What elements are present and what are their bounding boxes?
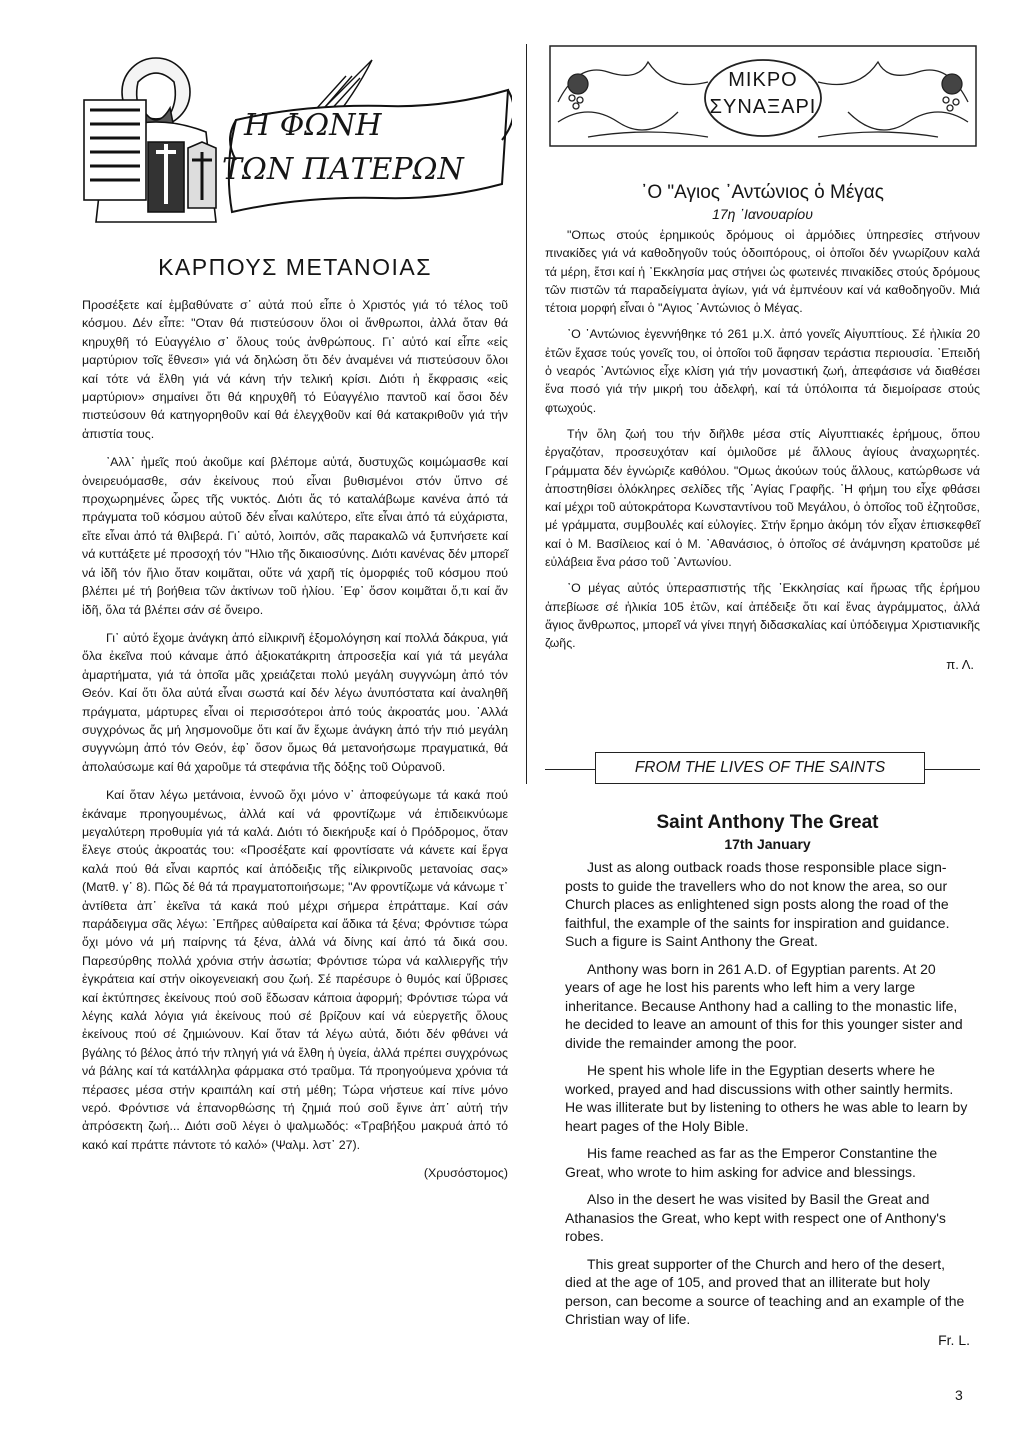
synaxari-header-banner (548, 42, 978, 150)
greek-signature: π. Λ. (946, 656, 974, 672)
synaxari-title-line1: ΜΙΚΡΟ (728, 69, 798, 91)
synaxari-body (545, 182, 980, 672)
english-paragraph: He spent his whole life in the Egyptian deserts where he worked, prayed and had discussions with other saintly hermits. He was illiterate but by listening to others he was able to learn by heart pages of the Holy Bible. (565, 1062, 968, 1134)
english-signature: Fr. L. (938, 1331, 970, 1348)
english-body (565, 812, 970, 1348)
article-paragraph: Καί ὅταν λέγω μετάνοια, ἐννοῶ ὄχι μόνο ν᾿ ἀποφεύγωμε τά κακά πού ἐκάναμε προηγουμένως, ἀλλά καί νά φροντίζωμε νά ἐπιδεικνύωμε μεγαλύτερη προθυμία γιά τά καλά. Διότι τό διεκήρυξε καί ὁ Πρόδρομος, ὅταν ἔλεγε στούς ἀκροατάς του: «Προσέξατε καί φροντίσατε νά κάνετε καί ἔργα καλά πού θά εἶναι καρπός καί ἀπόδειξις τῆς εἰλικρινοῦς μετανοίας σας» (Ματθ. γ᾿ 8). Πῶς δέ θά τά πραγματοποιήσωμε; "Αν φροντίζωμε νά κάνωμε τ᾿ ἀντίθετα ἀπ᾿ ἐκεῖνα τά κακά πού μέχρι σήμερα ἐπράτταμε. Καί σάν παράδειγμα σᾶς λέγω: ᾿Επῆρες αὐθαίρετα καί ἄδικα τά ξένα; Φρόντισε τώρα ὄχι μόνο νά μή παίρνης τά ξένα, ἀλλά νά δίνης καί ἀπό τά δικά σου. Παρεσύρθης πολλά χρόνια στήν ἀσωτία; Φρόντισε τώρα νά καλλιεργῆς τήν ἐγκράτεια καί στήν οἰκογενειακή σου ζωή. Σέ παρέσυρε ὁ θυμός καί ὕβρισες καί ἐκτύπησες ἐκείνους πού σοῦ ἔδωσαν κάποια ἀφορμή; Φρόντισε τώρα νά λέγης καλά λόγια γιά ἐκείνους πού σέ βρίζουν καί νά εὐεργετῆς ὅλους ἐκείνους πού σέ ζημιώνουν. Καί ὅταν τά λέγω αὐτά, διότι δέν φθάνει νά βγάλης τό βέλος ἀπό τήν πληγή γιά νά ἔλθη ἡ ὑγεία, ἀλλά πρέπει συγχρόνως νά βάλης καί τά κατάλληλα φάρμακα στό τραῦμα. Τά προηγούμενα χρόνια τά πέρασες μέσα στήν κραιπάλη καί στή μέθη; Τώρα νήστευε καί πίνε μόνο νερό. Φρόντισε νά ἐπανορθώσης τή ζημιά πού σοῦ ἔγινε ἀπ᾿ αὐτή τήν ἀπρόσεκτη ζωή... Διότι σοῦ λέγει ὁ ψαλμωδός: «Τραβήξου μακρυά ἀπό τό κακό καί πράττε πάντοτε τό καλό» (Ψαλμ. λστ᾿ 27). (82, 788, 508, 1152)
scroll-title-line2: ΤΩΝ ΠΑΤΕΡΩΝ (222, 152, 464, 187)
lives-of-saints-banner (545, 752, 980, 786)
english-paragraph: Just as along outback roads those responsible place sign-posts to guide the travellers who do not know the area, so our Church places as enlightened sign posts along the road of the faithful, the example of the saints for inspiration and guidance. Such a figure is Saint Anthony the Great. (565, 859, 950, 949)
saint-date-english: 17th January (724, 836, 811, 852)
english-paragraph: Also in the desert he was visited by Basil the Great and Athanasios the Great, who kept with respect one of Anthony's robes. (565, 1191, 946, 1244)
article-source: (Χρυσόστομος) (423, 1166, 508, 1181)
scroll-title-line1: Η ΦΩΝΗ (244, 108, 382, 143)
article-paragraph: Γι᾿ αὐτό ἔχομε ἀνάγκη ἀπό εἰλικρινῆ ἐξομολόγηση καί πολλά δάκρυα, γιά ὅλα ἐκεῖνα πού κάναμε ἀπό ἀξιοκατάκριτη ἀπροσεξία καί γιά τά μεγάλα ἁμαρτήματα, γιά τά ὁποῖα μᾶς χρειάζεται πολύ μεγάλη συγγνώμη ἀπό τόν Θεόν. Καί ὅτι ὅλα αὐτά εἶναι σωστά καί δέν λέγω ἀνυπόστατα καί ἀναληθῆ πράγματα, μάρτυρες εἶναι οἱ περισσότεροι ἀπό τούς ἀκροατάς μου. ᾿Αλλά συγχρόνως ἄς μή λησμονοῦμε ὅτι καί ἄν ἔχωμε ἀνάγκη ἀπό τήν πιό μεγάλη συγγνώμη ἀπό τόν Θεόν, ἐφ᾿ ὅσον ὅμως θά μετανοήσωμε πραγματικά, θά ἀπολαύσωμε καί θά χαροῦμε τά στεφάνια τῆς δόξης τοῦ Οὐρανοῦ. (82, 630, 508, 774)
synaxari-paragraph: Τήν ὅλη ζωή του τήν διῆλθε μέσα στίς Αἰγυπτιακές ἐρήμους, ὅπου ἐργαζόταν, προσευχόταν καί ὁμιλοῦσε μέ ἄλλους ἁγίους ἀναχωρητές. Γράμματα δέν ἐγνώριζε καθόλου. "Ομως ἀκούων τούς ἄλλους, κατώρθωσε νά ἀποστηθίσει ὁλόκληρες σελίδες τῆς ᾿Αγίας Γραφῆς. ᾿Η φήμη του εἶχε φθάσει καί μέχρι τοῦ αὐτοκράτορα Κωνσταντίνου τοῦ Μεγάλου, ὁ ὁποῖος τοῦ ἐζητοῦσε, μέ γράμματα, συμβουλές καί εὐλογίες. Στήν ἔρημο ἀκόμη τόν εἶχαν ἐπισκεφθεῖ καί ὁ Μ. Βασίλειος καί ὁ Μ. ᾿Αθανάσιος, ὁ ὁποῖος σέ ἀνάμνηση κρατοῦσε μέ εὐλάβεια ἕνα ράσο τοῦ ᾿Αντωνίου. (545, 426, 980, 570)
article-paragraph: ᾿Αλλ᾿ ἡμεῖς πού ἀκοῦμε καί βλέπομε αὐτά, δυστυχῶς κοιμώμασθε καί ὀνειρευόμασθε, σάν ἐκείνους πού εἶναι βυθισμένοι στόν ὕπνο σέ προχωρημένες ὧρες τῆς νυκτός. Διότι ἄς τό καταλάβωμε κανένα ἀπό τά πράγματα τοῦ κόσμου αὐτοῦ δέν εἶναι καλύτερο, εἴτε εἶναι ἀπό τά εὐχάριστα, εἴτε εἶναι ἀπό τά θλιβερά. Γι᾿ αὐτό, λοιπόν, σᾶς παρακαλῶ νά ξυπνήσετε καί νά κυττάξετε μέ προσοχή τόν "Ηλιο τῆς δικαιοσύνης. Διότι κανένας δέν μπορεῖ νά ἰδῆ τόν ἥλιο ὅταν κοιμᾶται, οὔτε νά χαρῆ τίς ὀμορφιές τοῦ κόσμου πού βλέπει μέ τή βοήθεια τῶν ἀκτίνων τοῦ ἡλίου. ᾿Εφ᾿ ὅσον κοιμᾶται ὅ,τι καί ἄν ἰδῆ, ὅλα τά βλέπει σάν σέ ὄνειρο. (82, 455, 508, 617)
synaxari-paragraph: ᾿Ο ᾿Αντώνιος ἐγεννήθηκε τό 261 μ.Χ. ἀπό γονεῖς Αἰγυπτίους. Σέ ἡλικία 20 ἐτῶν ἔχασε τούς γονεῖς του, οἱ ὁποῖοι τοῦ ἄφησαν τεράστια περιουσία. ᾿Επειδή ὁ νεαρός ᾿Αντώνιος εἶχε κλίση γιά τήν μοναστική ζωή, ἀπεφάσισε νά διαθέσει ἕνα ποσό γιά τήν μικρή του ἀδελφή, καί τά ὑπόλοιπα τά διεμοίρασε στούς φτωχούς. (545, 327, 980, 415)
english-paragraph: Anthony was born in 261 A.D. of Egyptian parents. At 20 years of age he lost his parents who left him a very large inheritance. Because Anthony had a calling to the monastic life, he decided to leave an amount of this for this younger sister and divide the remainder among the poor. (565, 960, 963, 1051)
article-body (82, 296, 508, 1183)
english-paragraph: His fame reached as far as the Emperor Constantine the Great, who wrote to him asking for advice and blessings. (565, 1145, 938, 1180)
banner-label: FROM THE LIVES OF THE SAINTS (595, 752, 925, 784)
banner-rule-left (545, 769, 595, 770)
synaxari-paragraph: "Οπως στούς ἐρημικούς δρόμους οἱ ἁρμόδιες ὑπηρεσίες στήνουν πινακίδες γιά νά καθοδηγοῦν τούς ὁδοιπόρους, οἱ ὁποῖοι δέν γνωρίζουν καλά τά μέρη, ἔτσι καί ἡ ᾿Εκκλησία μας στήνει ὡς φωτεινές πινακίδες στούς δρόμους τῶν πιστῶν τά παραδείγματα ἁγίων, γιά νά ἐμπνέουν καί νά καθοδηγοῦν. Μιά τέτοια μορφή εἶναι ὁ "Αγιος ᾿Αντώνιος ὁ Μέγας. (545, 228, 980, 316)
article-paragraph: Προσέξετε καί ἐμβαθύνατε σ᾿ αὐτά πού εἶπε ὁ Χριστός γιά τό τέλος τοῦ κόσμου. Δέν εἶπε: "Οταν θά πιστεύσουν ὅλοι οἱ ἄνθρωποι, ἀλλά ὅταν θά κηρυχθῆ τό Εὐαγγέλιο σ᾿ ὅλους τούς ἀνθρώπους. Γι᾿ αὐτό καί εἶπε «εἰς μαρτύριον τοῖς ἔθνεσι» γιά νά δηλώση ὅτι δέν ἀναμένει νά πιστεύσουν ὅλοι καί τότε νά ἔλθη γιά νά κάνη τήν τελική κρίσι. Διότι ἡ ἔκφρασις «εἰς μαρτύριον» σημαίνει ὅτι θά κηρυχθῆ τό Εὐαγγέλιο παντοῦ καί ὅσοι δέν πιστεύσουν θά κατηγορηθοῦν καί θά ἐλεγχθοῦν καί θά κατακριθοῦν γιά τήν ἀπιστία τους. (82, 298, 508, 441)
synaxari-paragraph: ᾿Ο μέγας αὐτός ὑπερασπιστής τῆς ᾿Εκκλησίας καί ἥρωας τῆς ἐρήμου ἀπεβίωσε σέ ἡλικία 105 ἐτῶν, καί ἀπέδειξε ὅτι καί ἕνας ἀγράμματος, ἀλλά ἅγιος ἄνθρωπος, μπορεῖ νά γίνει πηγή διδασκαλίας καί ὑπόδειγμα Χριστιανικῆς ζωῆς. (545, 581, 980, 651)
saint-date-greek: 17η ᾿Ιανουαρίου (712, 206, 813, 222)
saint-icon-illustration (76, 52, 512, 240)
fathers-header-art (76, 52, 512, 240)
synaxari-title-line2: ΣΥΝΑΞΑΡΙ (709, 96, 817, 118)
column-divider (526, 44, 527, 784)
article-title: ΚΑΡΠΟΥΣ ΜΕΤΑΝΟΙΑΣ (158, 254, 432, 280)
saint-title-english: Saint Anthony The Great (656, 812, 879, 833)
saint-title-greek: ᾿Ο "Αγιος ᾿Αντώνιος ὁ Μέγας (641, 182, 884, 203)
banner-rule-right (925, 769, 980, 770)
english-paragraph: This great supporter of the Church and hero of the desert, died at the age of 105, and proved that an illiterate but holy person, can become a source of teaching and an example of the Christian way of life. (565, 1255, 965, 1327)
page-number: 3 (955, 1387, 963, 1403)
